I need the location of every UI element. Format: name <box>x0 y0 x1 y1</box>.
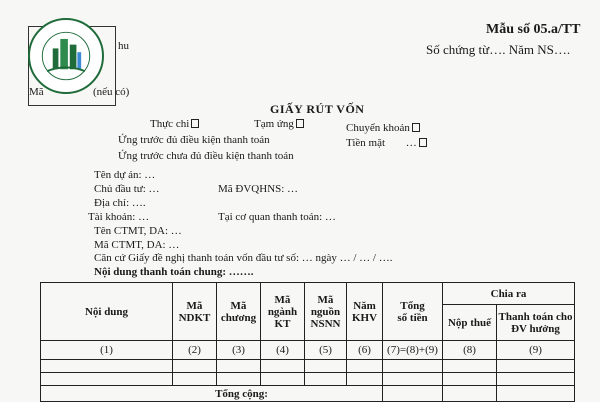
table-cell: (5) <box>305 341 347 360</box>
table-cell: (9) <box>497 341 575 360</box>
option-tam-ung: Tạm ứng <box>254 118 304 130</box>
field-ma-ctmt: Mã CTMT, DA: … <box>94 239 180 251</box>
checkbox-icon[interactable] <box>412 123 420 132</box>
table-cell: (7)=(8)+(9) <box>383 341 443 360</box>
option-thuc-chi: Thực chi <box>150 118 199 130</box>
field-tai-khoan: Tài khoản: … <box>88 211 150 223</box>
payment-table <box>40 282 575 402</box>
table-row-numbers <box>41 341 575 360</box>
header-chia-ra: Chia ra <box>443 283 575 305</box>
header-nop-thue: Nộp thuế <box>443 305 497 341</box>
voucher-line: Số chứng từ…. Năm NS…. <box>426 42 571 57</box>
option-chuyen-khoan: Chuyển khoản <box>346 122 420 134</box>
option-ung-truoc-chua: Ứng trước chưa đủ điều kiện thanh toán <box>118 150 294 162</box>
checkbox-icon[interactable] <box>419 138 427 147</box>
header-ma-chuong: Mã chương <box>217 283 261 341</box>
table-cell: (4) <box>261 341 305 360</box>
header-nam-khv: Năm KHV <box>347 283 383 341</box>
checkbox-icon[interactable] <box>296 119 304 128</box>
table-row <box>41 360 575 373</box>
field-noi-dung-chung: Nội dung thanh toán chung: ……. <box>94 266 254 278</box>
table-cell: (3) <box>217 341 261 360</box>
building-logo-icon <box>30 20 102 92</box>
header-noi-dung: Nội dung <box>41 283 173 341</box>
table-row <box>41 373 575 386</box>
document-title: GIẤY RÚT VỐN <box>270 102 365 116</box>
header-tong-so-tien: Tổng số tiền <box>383 283 443 341</box>
header-ma-ndkt: Mã NDKT <box>173 283 217 341</box>
field-ten-ctmt: Tên CTMT, DA: … <box>94 225 182 237</box>
checkbox-icon[interactable] <box>191 119 199 128</box>
option-tien-mat: Tiền mặt … <box>346 137 427 149</box>
form-number: Mẫu số 05.a/TT <box>486 22 581 37</box>
field-can-cu: Căn cứ Giấy đề nghị thanh toán vốn đầu tư số: … ngày … / … / …. <box>94 252 393 264</box>
field-tai-co-quan: Tại cơ quan thanh toán: … <box>218 211 336 223</box>
table-row-total <box>41 386 575 402</box>
header-ma-nguon: Mã nguồn NSNN <box>305 283 347 341</box>
field-ten-du-an: Tên dự án: … <box>94 169 156 181</box>
table-cell: (6) <box>347 341 383 360</box>
field-dia-chi: Địa chỉ: …. <box>94 197 146 209</box>
field-chu-dau-tu: Chủ đầu tư: … <box>94 183 160 195</box>
table-cell: (1) <box>41 341 173 360</box>
table-cell: (8) <box>443 341 497 360</box>
header-ma-nganh-kt: Mã ngành KT <box>261 283 305 341</box>
logo <box>28 18 104 94</box>
header-thanh-toan-dv: Thanh toán cho ĐV hưởng <box>497 305 575 341</box>
field-ma-dvqhns: Mã ĐVQHNS: … <box>218 183 299 195</box>
header-left-label-3: (nếu có) <box>93 86 130 98</box>
option-ung-truoc-du: Ứng trước đủ điều kiện thanh toán <box>118 134 270 146</box>
header-left-label-1: hu <box>118 40 129 52</box>
table-cell: (2) <box>173 341 217 360</box>
header-left-label-2: Mã <box>29 86 44 98</box>
total-label: Tổng cộng: <box>41 386 383 402</box>
